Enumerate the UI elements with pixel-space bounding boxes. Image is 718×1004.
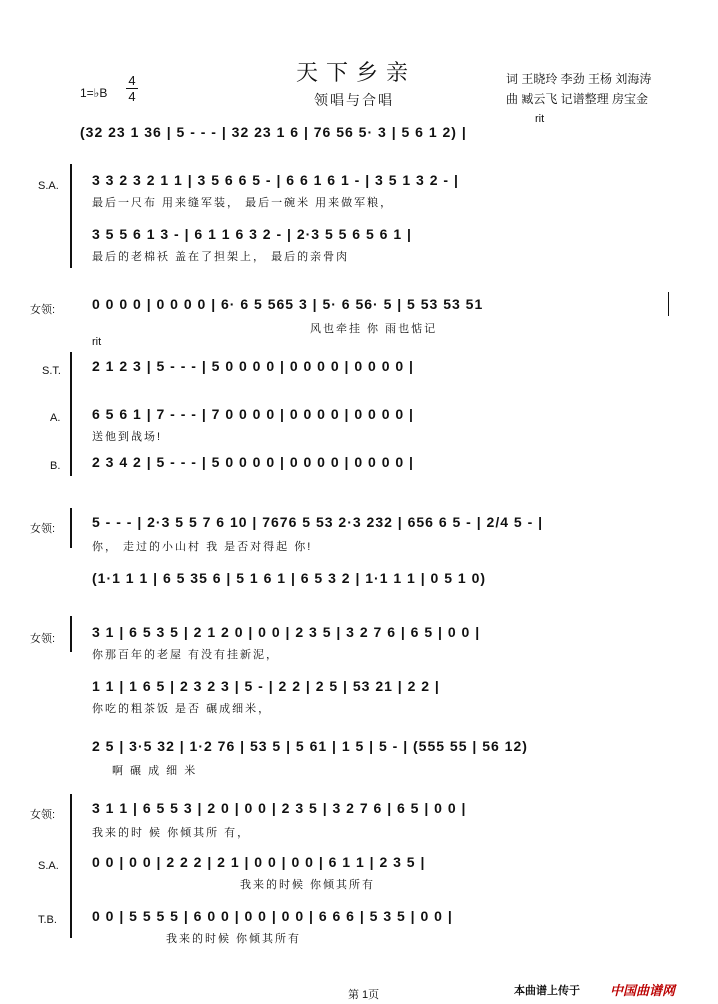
interlude-line: (1·1 1 1 | 6 5 35 6 | 5 1 6 1 | 6 5 3 2 | 1·1 1 1 | 0 5 1 0)	[92, 570, 487, 586]
rit-mark: rit	[92, 336, 102, 348]
sa-lyric-2: 最后的老棉袄 盖在了担架上， 最后的亲骨肉	[92, 251, 350, 263]
sa-notes-2: 3 5 5 6 1 3 - | 6 1 1 6 3 2 - | 2·3 5 5 6 5 6 1 |	[92, 226, 412, 242]
part-label-lead: 女领:	[30, 633, 56, 645]
rit-mark: rit	[535, 113, 545, 125]
part-label-lead: 女领:	[30, 304, 56, 316]
tb-notes: 0 0 | 5 5 5 5 | 6 0 0 | 0 0 | 0 0 | 6 6 6 | 5 3 5 | 0 0 |	[92, 908, 453, 924]
bracket	[70, 352, 72, 476]
barline	[668, 292, 669, 316]
part-label-lead: 女领:	[30, 523, 56, 535]
page-number: 第 1页	[348, 989, 380, 1001]
lead-notes-5: 2 5 | 3·5 32 | 1·2 76 | 53 5 | 5 61 | 1 5 | 5 - | (555 55 | 56 12)	[92, 738, 528, 754]
a-notes: 6 5 6 1 | 7 - - - | 7 0 0 0 0 | 0 0 0 0 | 0 0 0 0 |	[92, 406, 414, 422]
lead-lyric-3: 你那百年的老屋 有没有挂新泥，	[92, 649, 280, 661]
lead-lyric-1: 风也牵挂 你 雨也惦记	[310, 323, 438, 335]
sa-lyric-3: 我来的时候 你倾其所有	[240, 879, 376, 891]
lead-notes-2: 5 - - - | 2·3 5 5 7 6 10 | 7676 5 53 2·3 232 | 656 6 5 - | 2/4 5 - |	[92, 514, 544, 530]
st-notes: 2 1 2 3 | 5 - - - | 5 0 0 0 0 | 0 0 0 0 | 0 0 0 0 |	[92, 358, 414, 374]
song-title: 天下乡亲	[296, 61, 417, 86]
bracket	[70, 164, 72, 268]
song-subtitle: 领唱与合唱	[314, 92, 394, 108]
lead-lyric-2: 你， 走过的小山村 我 是否对得起 你!	[92, 541, 313, 553]
time-bottom: 4	[128, 89, 136, 104]
lead-lyric-5: 啊 碾 成 细 米	[112, 765, 198, 777]
sa-lyric-1: 最后一尺布 用来缝军装， 最后一碗米 用来做军粮，	[92, 197, 394, 209]
composer-credit: 曲 臧云飞 记谱整理 房宝金	[506, 92, 649, 106]
tb-lyric: 我来的时候 你倾其所有	[166, 933, 302, 945]
bracket	[70, 508, 72, 548]
part-label-a: A.	[50, 412, 61, 424]
lead-notes-6: 3 1 1 | 6 5 5 3 | 2 0 | 0 0 | 2 3 5 | 3 2 7 6 | 6 5 | 0 0 |	[92, 800, 467, 816]
bracket	[70, 616, 72, 652]
lead-notes-1: 0 0 0 0 | 0 0 0 0 | 6· 6 5 565 3 | 5· 6 56· 5 | 5 53 53 51	[92, 296, 484, 312]
lead-notes-3: 3 1 | 6 5 3 5 | 2 1 2 0 | 0 0 | 2 3 5 | 3 2 7 6 | 6 5 | 0 0 |	[92, 624, 481, 640]
part-label-tb: T.B.	[38, 914, 57, 926]
lead-lyric-4: 你吃的粗茶饭 是否 碾成细米，	[92, 703, 272, 715]
upload-note: 本曲谱上传于	[514, 985, 580, 997]
part-label-sa: S.A.	[38, 180, 59, 192]
part-label-lead: 女领:	[30, 809, 56, 821]
lyricist-credit: 词 王晓玲 李劲 王杨 刘海涛	[506, 72, 652, 86]
sa-notes-1: 3 3 2 3 2 1 1 | 3 5 6 6 5 - | 6 6 1 6 1 - | 3 5 1 3 2 - |	[92, 172, 459, 188]
lead-notes-4: 1 1 | 1 6 5 | 2 3 2 3 | 5 - | 2 2 | 2 5 | 53 21 | 2 2 |	[92, 678, 440, 694]
b-notes: 2 3 4 2 | 5 - - - | 5 0 0 0 0 | 0 0 0 0 | 0 0 0 0 |	[92, 454, 414, 470]
time-signature	[126, 74, 138, 103]
sa-notes-3: 0 0 | 0 0 | 2 2 2 | 2 1 | 0 0 | 0 0 | 6 1 1 | 2 3 5 |	[92, 854, 426, 870]
time-top: 4	[128, 73, 136, 88]
part-label-st: S.T.	[42, 365, 61, 377]
intro-line: (32 23 1 36 | 5 - - - | 32 23 1 6 | 76 56 5· 3 | 5 6 1 2) |	[80, 124, 467, 140]
key-signature: 1=♭B	[80, 86, 108, 100]
bracket	[70, 794, 72, 938]
site-logo: 中国曲谱网	[610, 983, 676, 998]
part-label-sa: S.A.	[38, 860, 59, 872]
part-label-b: B.	[50, 460, 61, 472]
lead-lyric-6: 我来的时 候 你倾其所 有，	[92, 827, 251, 839]
a-lyric: 送他到战场!	[92, 431, 163, 443]
